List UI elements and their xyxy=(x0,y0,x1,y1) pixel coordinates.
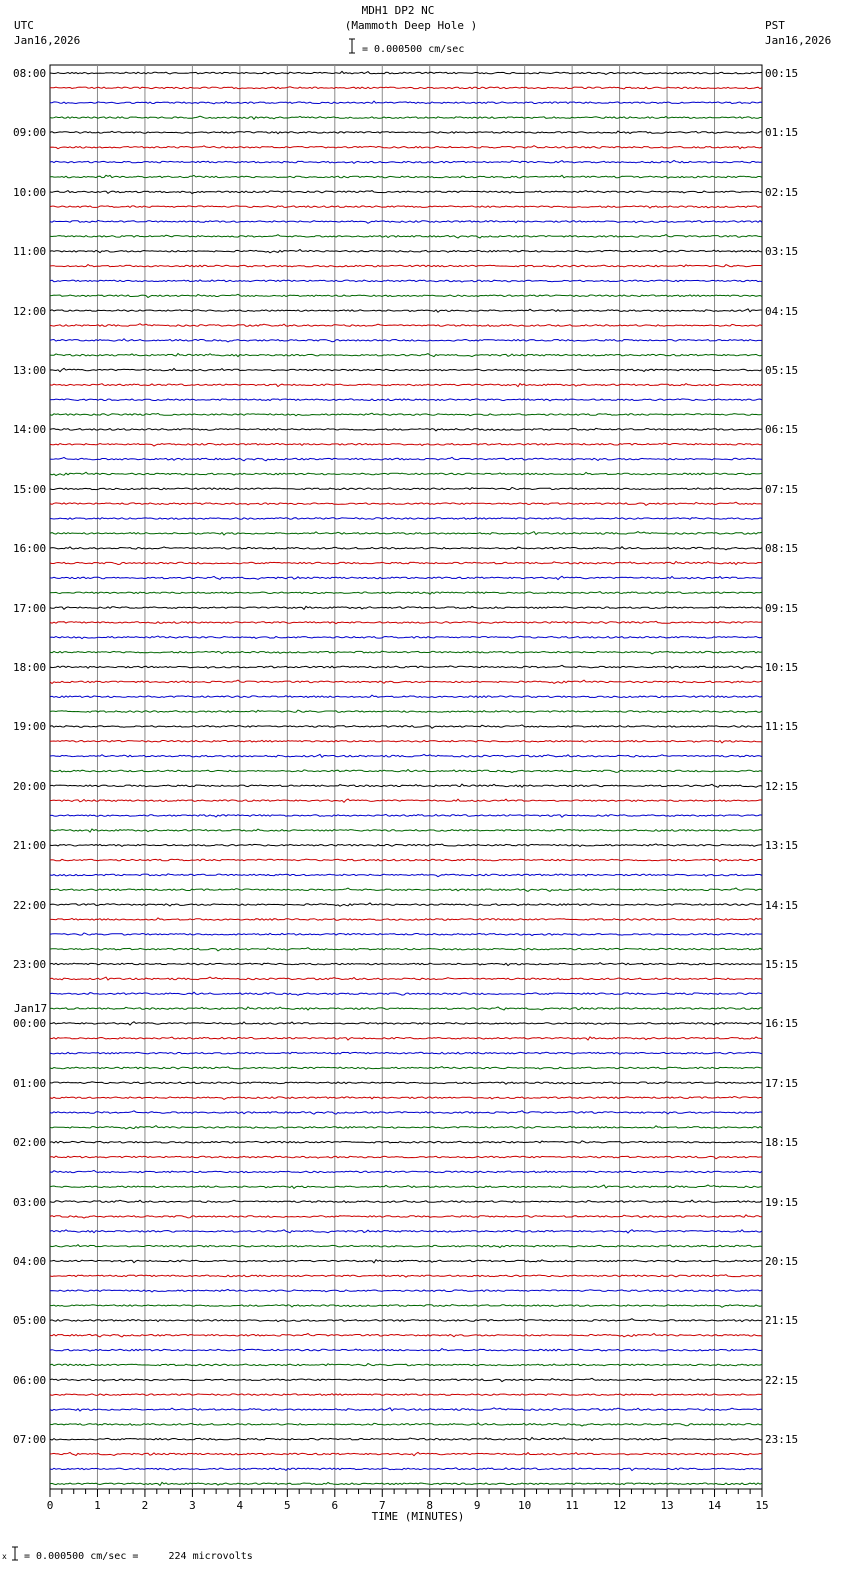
trace-line xyxy=(50,977,762,980)
utc-hour-label: 06:00 xyxy=(13,1373,47,1387)
trace-line xyxy=(50,918,762,920)
trace-line xyxy=(50,250,762,253)
x-tick-label: 6 xyxy=(331,1499,339,1512)
pst-hour-label: 01:15 xyxy=(765,126,799,140)
trace-line xyxy=(50,1394,762,1396)
utc-hour-label: 21:00 xyxy=(13,839,47,853)
x-tick-label: 1 xyxy=(94,1499,101,1512)
trace-line xyxy=(50,457,762,461)
pst-hour-label: 12:15 xyxy=(765,779,799,793)
trace-line xyxy=(50,265,762,267)
trace-line xyxy=(50,1289,762,1292)
trace-line xyxy=(50,725,762,728)
x-tick-label: 7 xyxy=(378,1499,386,1512)
utc-hour-label: 10:00 xyxy=(13,185,47,199)
trace-line xyxy=(50,651,762,654)
trace-line xyxy=(50,784,762,787)
trace-line xyxy=(50,547,762,550)
trace-line xyxy=(50,695,762,697)
x-tick-label: 9 xyxy=(473,1499,481,1512)
utc-hour-label: 15:00 xyxy=(13,482,47,496)
x-tick-label: 2 xyxy=(141,1499,149,1512)
utc-hour-label: 00:00 xyxy=(13,1017,47,1031)
pst-hour-label: 04:15 xyxy=(765,304,799,318)
trace-line xyxy=(50,740,762,743)
trace-line xyxy=(50,592,762,595)
x-tick-label: 8 xyxy=(426,1499,434,1512)
trace-line xyxy=(50,1200,762,1203)
utc-hour-label: 07:00 xyxy=(13,1433,47,1447)
trace-line xyxy=(50,829,762,832)
trace-line xyxy=(50,1141,762,1143)
utc-hour-label: 04:00 xyxy=(13,1255,47,1268)
trace-line xyxy=(50,1022,762,1025)
trace-line xyxy=(50,146,762,149)
pst-hour-label: 03:15 xyxy=(765,245,799,259)
pst-hour-label: 23:15 xyxy=(765,1433,799,1447)
trace-line xyxy=(50,888,762,891)
trace-line xyxy=(50,963,762,966)
x-tick-label: 14 xyxy=(707,1499,722,1512)
x-tick-label: 5 xyxy=(284,1499,291,1512)
trace-line xyxy=(50,87,762,89)
pst-hour-label: 17:15 xyxy=(765,1076,799,1090)
trace-line xyxy=(50,903,762,906)
trace-line xyxy=(50,1067,762,1070)
trace-line xyxy=(50,339,762,342)
pst-hour-label: 22:15 xyxy=(765,1373,799,1387)
trace-line xyxy=(50,1305,762,1308)
trace-line xyxy=(50,561,762,564)
utc-hour-label: 17:00 xyxy=(13,601,47,615)
trace-line xyxy=(50,576,762,579)
trace-line xyxy=(50,680,762,683)
pst-hour-label: 00:15 xyxy=(765,67,799,80)
trace-line xyxy=(50,1334,762,1337)
x-tick-label: 3 xyxy=(189,1499,196,1512)
trace-line xyxy=(50,384,762,387)
utc-hour-label: 18:00 xyxy=(13,661,47,674)
trace-line xyxy=(50,502,762,505)
trace-line xyxy=(50,220,762,223)
footer-scale-note: = 0.000500 cm/sec = 224 microvolts xyxy=(24,1551,253,1562)
trace-line xyxy=(50,309,762,312)
utc-hour-label: 02:00 xyxy=(13,1136,47,1150)
trace-line xyxy=(50,754,762,757)
trace-line xyxy=(50,1452,762,1455)
trace-line xyxy=(50,131,762,134)
trace-line xyxy=(50,368,762,371)
pst-hour-label: 19:15 xyxy=(765,1195,799,1209)
trace-line xyxy=(50,1260,762,1263)
trace-line xyxy=(50,206,762,208)
pst-hour-label: 20:15 xyxy=(765,1255,799,1268)
scale-bar-icon xyxy=(349,39,355,53)
trace-line xyxy=(50,280,762,282)
trace-line xyxy=(50,428,762,431)
pst-hour-label: 07:15 xyxy=(765,482,799,496)
trace-line xyxy=(50,844,762,847)
trace-line xyxy=(50,175,762,178)
trace-line xyxy=(50,859,762,861)
trace-line xyxy=(50,235,762,238)
pst-zone-label: PST xyxy=(765,19,785,32)
trace-line xyxy=(50,992,762,995)
trace-line xyxy=(50,1438,762,1441)
trace-line xyxy=(50,1185,762,1188)
trace-line xyxy=(50,1170,762,1172)
pst-hour-label: 14:15 xyxy=(765,898,799,912)
pst-hour-label: 13:15 xyxy=(765,839,799,853)
trace-line xyxy=(50,116,762,119)
x-tick-label: 13 xyxy=(660,1499,674,1512)
station-title: MDH1 DP2 NC xyxy=(361,4,435,17)
utc-hour-label: 23:00 xyxy=(13,958,47,971)
trace-line xyxy=(50,1052,762,1054)
x-tick-label: 0 xyxy=(46,1499,54,1512)
trace-line xyxy=(50,71,762,74)
x-tick-label: 15 xyxy=(755,1499,769,1512)
pst-hour-label: 05:15 xyxy=(765,364,799,377)
utc-date-label: Jan16,2026 xyxy=(14,34,81,47)
utc-hour-label: 09:00 xyxy=(13,126,47,140)
utc-hour-label: 14:00 xyxy=(13,423,47,437)
trace-line xyxy=(50,294,762,297)
trace-line xyxy=(50,1245,762,1248)
trace-line xyxy=(50,1319,762,1322)
pst-hour-label: 08:15 xyxy=(765,542,799,556)
trace-line xyxy=(50,933,762,936)
pst-hour-label: 18:15 xyxy=(765,1136,799,1150)
trace-line xyxy=(50,1349,762,1352)
trace-line xyxy=(50,1156,762,1159)
x-tick-label: 4 xyxy=(236,1499,244,1512)
utc-hour-label: 11:00 xyxy=(13,245,47,259)
trace-line xyxy=(50,636,762,639)
x-tick-label: 11 xyxy=(565,1499,579,1512)
trace-line xyxy=(50,161,762,164)
utc-hour-label: 08:00 xyxy=(13,67,47,80)
trace-line xyxy=(50,1111,762,1115)
date-change-label: Jan17 xyxy=(14,1002,48,1016)
trace-line xyxy=(50,948,762,951)
footer-scale-bar-icon xyxy=(12,1547,18,1560)
footer-marker: x xyxy=(2,1552,7,1561)
trace-line xyxy=(50,191,762,194)
pst-hour-label: 09:15 xyxy=(765,601,799,615)
trace-line xyxy=(50,1408,762,1411)
trace-line xyxy=(50,1364,762,1366)
site-title: (Mammoth Deep Hole ) xyxy=(344,19,478,32)
trace-line xyxy=(50,665,762,668)
pst-hour-label: 11:15 xyxy=(765,720,799,734)
utc-hour-label: 19:00 xyxy=(13,720,47,734)
trace-line xyxy=(50,710,762,713)
trace-line xyxy=(50,518,762,520)
x-tick-label: 12 xyxy=(612,1499,627,1512)
x-axis-label: TIME (MINUTES) xyxy=(371,1510,465,1523)
trace-line xyxy=(50,1126,762,1129)
pst-hour-label: 21:15 xyxy=(765,1314,799,1328)
trace-line xyxy=(50,1037,762,1040)
utc-hour-label: 16:00 xyxy=(13,542,47,556)
pst-hour-label: 02:15 xyxy=(765,185,799,199)
trace-line xyxy=(50,324,762,327)
trace-line xyxy=(50,770,762,773)
trace-line xyxy=(50,1482,762,1485)
utc-hour-label: 22:00 xyxy=(13,898,47,912)
trace-line xyxy=(50,443,762,446)
trace-line xyxy=(50,1423,762,1426)
utc-hour-label: 03:00 xyxy=(13,1195,47,1209)
trace-line xyxy=(50,487,762,489)
utc-hour-label: 05:00 xyxy=(13,1314,47,1328)
pst-hour-label: 10:15 xyxy=(765,661,799,674)
trace-line xyxy=(50,472,762,475)
trace-line xyxy=(50,799,762,802)
pst-hour-label: 16:15 xyxy=(765,1017,799,1031)
trace-line xyxy=(50,399,762,401)
trace-line xyxy=(50,1082,762,1085)
pst-hour-label: 15:15 xyxy=(765,958,799,971)
pst-date-label: Jan16,2026 xyxy=(765,34,832,47)
x-tick-label: 10 xyxy=(518,1499,532,1512)
utc-zone-label: UTC xyxy=(14,19,34,32)
utc-hour-label: 01:00 xyxy=(13,1076,47,1090)
trace-line xyxy=(50,814,762,817)
scale-label: = 0.000500 cm/sec xyxy=(362,44,465,55)
trace-line xyxy=(50,1007,762,1010)
utc-hour-label: 13:00 xyxy=(13,364,47,377)
trace-line xyxy=(50,621,762,623)
utc-hour-label: 12:00 xyxy=(13,304,47,318)
trace-line xyxy=(50,1097,762,1100)
trace-line xyxy=(50,874,762,877)
utc-hour-label: 20:00 xyxy=(13,779,47,793)
trace-line xyxy=(50,1215,762,1218)
trace-line xyxy=(50,101,762,104)
pst-hour-label: 06:15 xyxy=(765,423,799,437)
trace-line xyxy=(50,1468,762,1471)
trace-line xyxy=(50,606,762,609)
trace-line xyxy=(50,413,762,416)
trace-line xyxy=(50,1230,762,1233)
trace-line xyxy=(50,354,762,357)
trace-line xyxy=(50,532,762,535)
trace-line xyxy=(50,1275,762,1277)
trace-line xyxy=(50,1378,762,1381)
